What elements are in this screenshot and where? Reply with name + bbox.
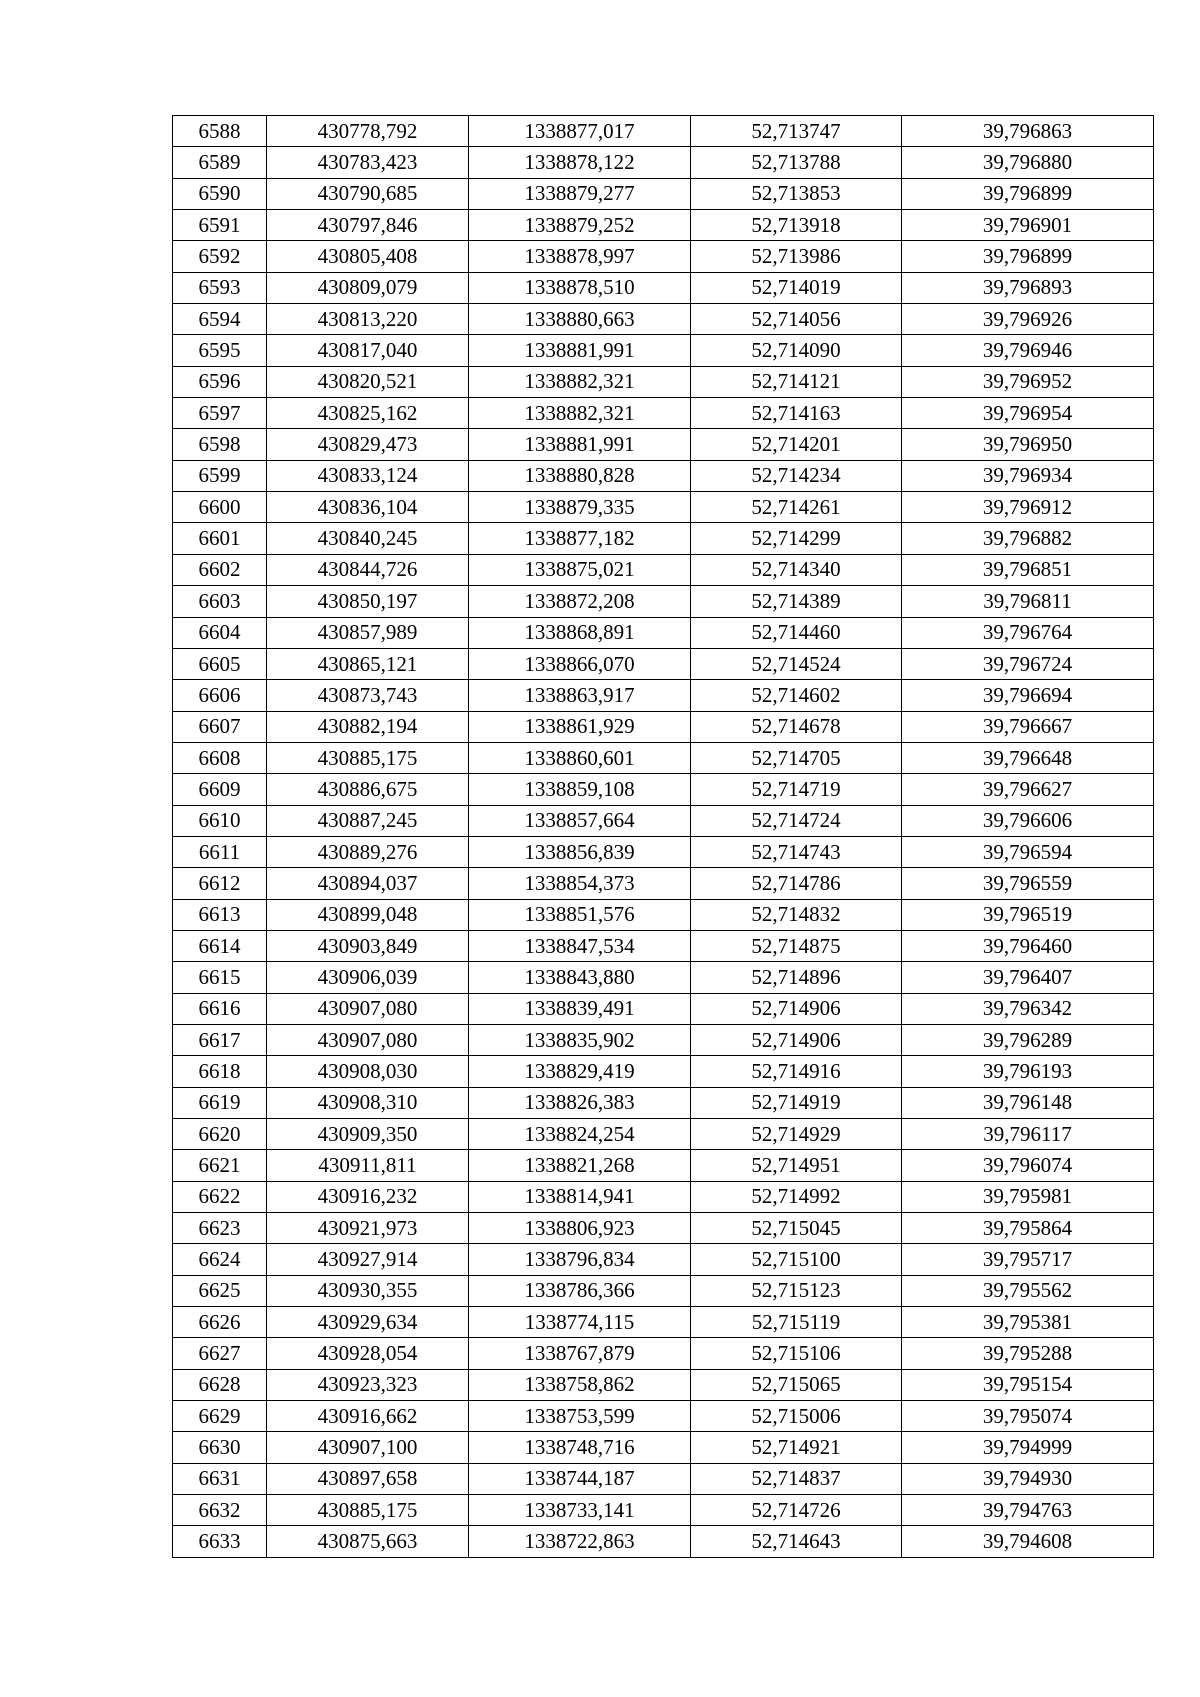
- latitude-cell: 52,713853: [691, 178, 902, 209]
- point-number-cell: 6600: [173, 492, 267, 523]
- point-number-cell: 6628: [173, 1369, 267, 1400]
- longitude-cell: 39,796880: [902, 147, 1154, 178]
- point-number-cell: 6626: [173, 1307, 267, 1338]
- x-coordinate-cell: 430929,634: [267, 1307, 469, 1338]
- x-coordinate-cell: 430865,121: [267, 648, 469, 679]
- longitude-cell: 39,796811: [902, 586, 1154, 617]
- x-coordinate-cell: 430882,194: [267, 711, 469, 742]
- table-row: [173, 1432, 1154, 1463]
- table-row: [173, 429, 1154, 460]
- y-coordinate-cell: 1338866,070: [469, 648, 691, 679]
- longitude-cell: 39,796724: [902, 648, 1154, 679]
- table-row: [173, 241, 1154, 272]
- point-number-cell: 6616: [173, 993, 267, 1024]
- y-coordinate-cell: 1338748,716: [469, 1432, 691, 1463]
- point-number-cell: 6623: [173, 1213, 267, 1244]
- y-coordinate-cell: 1338806,923: [469, 1213, 691, 1244]
- latitude-cell: 52,714201: [691, 429, 902, 460]
- table-row: [173, 178, 1154, 209]
- longitude-cell: 39,795981: [902, 1181, 1154, 1212]
- x-coordinate-cell: 430906,039: [267, 962, 469, 993]
- point-number-cell: 6594: [173, 304, 267, 335]
- point-number-cell: 6598: [173, 429, 267, 460]
- table-row: [173, 554, 1154, 585]
- longitude-cell: 39,796193: [902, 1056, 1154, 1087]
- y-coordinate-cell: 1338859,108: [469, 774, 691, 805]
- longitude-cell: 39,796407: [902, 962, 1154, 993]
- latitude-cell: 52,714705: [691, 742, 902, 773]
- point-number-cell: 6606: [173, 680, 267, 711]
- point-number-cell: 6620: [173, 1119, 267, 1150]
- x-coordinate-cell: 430907,100: [267, 1432, 469, 1463]
- x-coordinate-cell: 430836,104: [267, 492, 469, 523]
- longitude-cell: 39,796954: [902, 398, 1154, 429]
- point-number-cell: 6602: [173, 554, 267, 585]
- point-number-cell: 6607: [173, 711, 267, 742]
- point-number-cell: 6610: [173, 805, 267, 836]
- y-coordinate-cell: 1338767,879: [469, 1338, 691, 1369]
- longitude-cell: 39,795381: [902, 1307, 1154, 1338]
- latitude-cell: 52,714340: [691, 554, 902, 585]
- latitude-cell: 52,713747: [691, 116, 902, 147]
- point-number-cell: 6632: [173, 1495, 267, 1526]
- table-row: [173, 805, 1154, 836]
- latitude-cell: 52,714916: [691, 1056, 902, 1087]
- y-coordinate-cell: 1338758,862: [469, 1369, 691, 1400]
- latitude-cell: 52,715065: [691, 1369, 902, 1400]
- x-coordinate-cell: 430850,197: [267, 586, 469, 617]
- longitude-cell: 39,796694: [902, 680, 1154, 711]
- table-row: [173, 930, 1154, 961]
- longitude-cell: 39,796950: [902, 429, 1154, 460]
- x-coordinate-cell: 430928,054: [267, 1338, 469, 1369]
- y-coordinate-cell: 1338880,663: [469, 304, 691, 335]
- table-body: [173, 116, 1154, 1558]
- point-number-cell: 6593: [173, 272, 267, 303]
- latitude-cell: 52,714602: [691, 680, 902, 711]
- longitude-cell: 39,794930: [902, 1463, 1154, 1494]
- longitude-cell: 39,796148: [902, 1087, 1154, 1118]
- x-coordinate-cell: 430889,276: [267, 836, 469, 867]
- point-number-cell: 6621: [173, 1150, 267, 1181]
- latitude-cell: 52,714389: [691, 586, 902, 617]
- y-coordinate-cell: 1338879,335: [469, 492, 691, 523]
- x-coordinate-cell: 430790,685: [267, 178, 469, 209]
- longitude-cell: 39,796934: [902, 460, 1154, 491]
- x-coordinate-cell: 430907,080: [267, 1024, 469, 1055]
- y-coordinate-cell: 1338882,321: [469, 366, 691, 397]
- longitude-cell: 39,796764: [902, 617, 1154, 648]
- table-row: [173, 460, 1154, 491]
- y-coordinate-cell: 1338851,576: [469, 899, 691, 930]
- point-number-cell: 6599: [173, 460, 267, 491]
- latitude-cell: 52,714234: [691, 460, 902, 491]
- point-number-cell: 6622: [173, 1181, 267, 1212]
- point-number-cell: 6613: [173, 899, 267, 930]
- longitude-cell: 39,796559: [902, 868, 1154, 899]
- point-number-cell: 6601: [173, 523, 267, 554]
- y-coordinate-cell: 1338839,491: [469, 993, 691, 1024]
- x-coordinate-cell: 430829,473: [267, 429, 469, 460]
- x-coordinate-cell: 430907,080: [267, 993, 469, 1024]
- latitude-cell: 52,715123: [691, 1275, 902, 1306]
- y-coordinate-cell: 1338796,834: [469, 1244, 691, 1275]
- point-number-cell: 6612: [173, 868, 267, 899]
- latitude-cell: 52,713788: [691, 147, 902, 178]
- longitude-cell: 39,794763: [902, 1495, 1154, 1526]
- x-coordinate-cell: 430820,521: [267, 366, 469, 397]
- latitude-cell: 52,714724: [691, 805, 902, 836]
- longitude-cell: 39,796289: [902, 1024, 1154, 1055]
- point-number-cell: 6633: [173, 1526, 267, 1557]
- longitude-cell: 39,796926: [902, 304, 1154, 335]
- table-row: [173, 586, 1154, 617]
- longitude-cell: 39,796667: [902, 711, 1154, 742]
- longitude-cell: 39,796519: [902, 899, 1154, 930]
- table-row: [173, 1275, 1154, 1306]
- longitude-cell: 39,795864: [902, 1213, 1154, 1244]
- point-number-cell: 6590: [173, 178, 267, 209]
- longitude-cell: 39,794608: [902, 1526, 1154, 1557]
- x-coordinate-cell: 430797,846: [267, 210, 469, 241]
- latitude-cell: 52,715100: [691, 1244, 902, 1275]
- table-row: [173, 1213, 1154, 1244]
- y-coordinate-cell: 1338854,373: [469, 868, 691, 899]
- y-coordinate-cell: 1338835,902: [469, 1024, 691, 1055]
- table-row: [173, 899, 1154, 930]
- point-number-cell: 6630: [173, 1432, 267, 1463]
- table-row: [173, 680, 1154, 711]
- x-coordinate-cell: 430833,124: [267, 460, 469, 491]
- point-number-cell: 6618: [173, 1056, 267, 1087]
- latitude-cell: 52,714726: [691, 1495, 902, 1526]
- x-coordinate-cell: 430857,989: [267, 617, 469, 648]
- latitude-cell: 52,714921: [691, 1432, 902, 1463]
- point-number-cell: 6604: [173, 617, 267, 648]
- latitude-cell: 52,713986: [691, 241, 902, 272]
- longitude-cell: 39,796606: [902, 805, 1154, 836]
- point-number-cell: 6595: [173, 335, 267, 366]
- y-coordinate-cell: 1338847,534: [469, 930, 691, 961]
- latitude-cell: 52,715006: [691, 1401, 902, 1432]
- y-coordinate-cell: 1338881,991: [469, 429, 691, 460]
- point-number-cell: 6609: [173, 774, 267, 805]
- point-number-cell: 6611: [173, 836, 267, 867]
- table-row: [173, 836, 1154, 867]
- point-number-cell: 6596: [173, 366, 267, 397]
- longitude-cell: 39,796117: [902, 1119, 1154, 1150]
- y-coordinate-cell: 1338872,208: [469, 586, 691, 617]
- latitude-cell: 52,714992: [691, 1181, 902, 1212]
- y-coordinate-cell: 1338863,917: [469, 680, 691, 711]
- x-coordinate-cell: 430886,675: [267, 774, 469, 805]
- latitude-cell: 52,714951: [691, 1150, 902, 1181]
- x-coordinate-cell: 430885,175: [267, 1495, 469, 1526]
- point-number-cell: 6605: [173, 648, 267, 679]
- x-coordinate-cell: 430809,079: [267, 272, 469, 303]
- y-coordinate-cell: 1338882,321: [469, 398, 691, 429]
- longitude-cell: 39,796648: [902, 742, 1154, 773]
- latitude-cell: 52,715045: [691, 1213, 902, 1244]
- y-coordinate-cell: 1338877,182: [469, 523, 691, 554]
- y-coordinate-cell: 1338878,122: [469, 147, 691, 178]
- x-coordinate-cell: 430923,323: [267, 1369, 469, 1400]
- longitude-cell: 39,795074: [902, 1401, 1154, 1432]
- table-row: [173, 492, 1154, 523]
- latitude-cell: 52,714019: [691, 272, 902, 303]
- y-coordinate-cell: 1338878,997: [469, 241, 691, 272]
- x-coordinate-cell: 430921,973: [267, 1213, 469, 1244]
- x-coordinate-cell: 430873,743: [267, 680, 469, 711]
- longitude-cell: 39,796893: [902, 272, 1154, 303]
- longitude-cell: 39,796863: [902, 116, 1154, 147]
- y-coordinate-cell: 1338875,021: [469, 554, 691, 585]
- y-coordinate-cell: 1338879,252: [469, 210, 691, 241]
- longitude-cell: 39,796460: [902, 930, 1154, 961]
- y-coordinate-cell: 1338814,941: [469, 1181, 691, 1212]
- coordinates-table: [172, 115, 1154, 1558]
- x-coordinate-cell: 430813,220: [267, 304, 469, 335]
- y-coordinate-cell: 1338744,187: [469, 1463, 691, 1494]
- point-number-cell: 6629: [173, 1401, 267, 1432]
- y-coordinate-cell: 1338860,601: [469, 742, 691, 773]
- table-row: [173, 1087, 1154, 1118]
- x-coordinate-cell: 430897,658: [267, 1463, 469, 1494]
- latitude-cell: 52,714524: [691, 648, 902, 679]
- x-coordinate-cell: 430930,355: [267, 1275, 469, 1306]
- latitude-cell: 52,714919: [691, 1087, 902, 1118]
- table-row: [173, 868, 1154, 899]
- point-number-cell: 6603: [173, 586, 267, 617]
- longitude-cell: 39,796946: [902, 335, 1154, 366]
- table-row: [173, 523, 1154, 554]
- longitude-cell: 39,795562: [902, 1275, 1154, 1306]
- y-coordinate-cell: 1338878,510: [469, 272, 691, 303]
- y-coordinate-cell: 1338753,599: [469, 1401, 691, 1432]
- table-row: [173, 304, 1154, 335]
- latitude-cell: 52,714678: [691, 711, 902, 742]
- y-coordinate-cell: 1338824,254: [469, 1119, 691, 1150]
- x-coordinate-cell: 430887,245: [267, 805, 469, 836]
- x-coordinate-cell: 430844,726: [267, 554, 469, 585]
- x-coordinate-cell: 430908,030: [267, 1056, 469, 1087]
- table-row: [173, 1401, 1154, 1432]
- table-row: [173, 1056, 1154, 1087]
- table-row: [173, 1024, 1154, 1055]
- table-row: [173, 711, 1154, 742]
- table-row: [173, 1119, 1154, 1150]
- y-coordinate-cell: 1338722,863: [469, 1526, 691, 1557]
- point-number-cell: 6597: [173, 398, 267, 429]
- x-coordinate-cell: 430911,811: [267, 1150, 469, 1181]
- y-coordinate-cell: 1338861,929: [469, 711, 691, 742]
- y-coordinate-cell: 1338868,891: [469, 617, 691, 648]
- table-row: [173, 648, 1154, 679]
- point-number-cell: 6592: [173, 241, 267, 272]
- point-number-cell: 6589: [173, 147, 267, 178]
- longitude-cell: 39,796342: [902, 993, 1154, 1024]
- y-coordinate-cell: 1338733,141: [469, 1495, 691, 1526]
- x-coordinate-cell: 430875,663: [267, 1526, 469, 1557]
- latitude-cell: 52,714929: [691, 1119, 902, 1150]
- x-coordinate-cell: 430825,162: [267, 398, 469, 429]
- latitude-cell: 52,714832: [691, 899, 902, 930]
- table-row: [173, 962, 1154, 993]
- longitude-cell: 39,796952: [902, 366, 1154, 397]
- latitude-cell: 52,714719: [691, 774, 902, 805]
- y-coordinate-cell: 1338843,880: [469, 962, 691, 993]
- table-row: [173, 774, 1154, 805]
- latitude-cell: 52,714743: [691, 836, 902, 867]
- longitude-cell: 39,796899: [902, 241, 1154, 272]
- latitude-cell: 52,714056: [691, 304, 902, 335]
- table-row: [173, 366, 1154, 397]
- y-coordinate-cell: 1338881,991: [469, 335, 691, 366]
- table-row: [173, 1181, 1154, 1212]
- latitude-cell: 52,714786: [691, 868, 902, 899]
- y-coordinate-cell: 1338880,828: [469, 460, 691, 491]
- table-row: [173, 116, 1154, 147]
- latitude-cell: 52,714090: [691, 335, 902, 366]
- table-row: [173, 1307, 1154, 1338]
- latitude-cell: 52,714261: [691, 492, 902, 523]
- latitude-cell: 52,714643: [691, 1526, 902, 1557]
- y-coordinate-cell: 1338877,017: [469, 116, 691, 147]
- latitude-cell: 52,714906: [691, 1024, 902, 1055]
- y-coordinate-cell: 1338856,839: [469, 836, 691, 867]
- point-number-cell: 6617: [173, 1024, 267, 1055]
- y-coordinate-cell: 1338786,366: [469, 1275, 691, 1306]
- x-coordinate-cell: 430909,350: [267, 1119, 469, 1150]
- table-row: [173, 147, 1154, 178]
- x-coordinate-cell: 430908,310: [267, 1087, 469, 1118]
- point-number-cell: 6619: [173, 1087, 267, 1118]
- latitude-cell: 52,715106: [691, 1338, 902, 1369]
- point-number-cell: 6625: [173, 1275, 267, 1306]
- y-coordinate-cell: 1338821,268: [469, 1150, 691, 1181]
- x-coordinate-cell: 430903,849: [267, 930, 469, 961]
- table-row: [173, 1369, 1154, 1400]
- table-row: [173, 1244, 1154, 1275]
- latitude-cell: 52,714837: [691, 1463, 902, 1494]
- point-number-cell: 6588: [173, 116, 267, 147]
- point-number-cell: 6631: [173, 1463, 267, 1494]
- table-row: [173, 993, 1154, 1024]
- longitude-cell: 39,796594: [902, 836, 1154, 867]
- point-number-cell: 6624: [173, 1244, 267, 1275]
- latitude-cell: 52,714121: [691, 366, 902, 397]
- longitude-cell: 39,796901: [902, 210, 1154, 241]
- table-row: [173, 1338, 1154, 1369]
- longitude-cell: 39,796912: [902, 492, 1154, 523]
- longitude-cell: 39,796074: [902, 1150, 1154, 1181]
- y-coordinate-cell: 1338857,664: [469, 805, 691, 836]
- x-coordinate-cell: 430817,040: [267, 335, 469, 366]
- table-row: [173, 1526, 1154, 1557]
- table-row: [173, 1463, 1154, 1494]
- latitude-cell: 52,713918: [691, 210, 902, 241]
- x-coordinate-cell: 430927,914: [267, 1244, 469, 1275]
- latitude-cell: 52,715119: [691, 1307, 902, 1338]
- x-coordinate-cell: 430885,175: [267, 742, 469, 773]
- point-number-cell: 6591: [173, 210, 267, 241]
- longitude-cell: 39,795717: [902, 1244, 1154, 1275]
- table-row: [173, 1150, 1154, 1181]
- latitude-cell: 52,714896: [691, 962, 902, 993]
- table-row: [173, 742, 1154, 773]
- table-row: [173, 210, 1154, 241]
- point-number-cell: 6615: [173, 962, 267, 993]
- x-coordinate-cell: 430899,048: [267, 899, 469, 930]
- y-coordinate-cell: 1338826,383: [469, 1087, 691, 1118]
- x-coordinate-cell: 430916,232: [267, 1181, 469, 1212]
- longitude-cell: 39,796899: [902, 178, 1154, 209]
- latitude-cell: 52,714875: [691, 930, 902, 961]
- longitude-cell: 39,795288: [902, 1338, 1154, 1369]
- latitude-cell: 52,714460: [691, 617, 902, 648]
- y-coordinate-cell: 1338829,419: [469, 1056, 691, 1087]
- point-number-cell: 6608: [173, 742, 267, 773]
- x-coordinate-cell: 430778,792: [267, 116, 469, 147]
- longitude-cell: 39,795154: [902, 1369, 1154, 1400]
- longitude-cell: 39,796882: [902, 523, 1154, 554]
- table-row: [173, 272, 1154, 303]
- latitude-cell: 52,714906: [691, 993, 902, 1024]
- x-coordinate-cell: 430840,245: [267, 523, 469, 554]
- y-coordinate-cell: 1338774,115: [469, 1307, 691, 1338]
- table-row: [173, 335, 1154, 366]
- x-coordinate-cell: 430894,037: [267, 868, 469, 899]
- x-coordinate-cell: 430783,423: [267, 147, 469, 178]
- point-number-cell: 6614: [173, 930, 267, 961]
- longitude-cell: 39,794999: [902, 1432, 1154, 1463]
- table-row: [173, 398, 1154, 429]
- x-coordinate-cell: 430916,662: [267, 1401, 469, 1432]
- point-number-cell: 6627: [173, 1338, 267, 1369]
- latitude-cell: 52,714299: [691, 523, 902, 554]
- y-coordinate-cell: 1338879,277: [469, 178, 691, 209]
- x-coordinate-cell: 430805,408: [267, 241, 469, 272]
- latitude-cell: 52,714163: [691, 398, 902, 429]
- table-row: [173, 617, 1154, 648]
- table-row: [173, 1495, 1154, 1526]
- longitude-cell: 39,796851: [902, 554, 1154, 585]
- longitude-cell: 39,796627: [902, 774, 1154, 805]
